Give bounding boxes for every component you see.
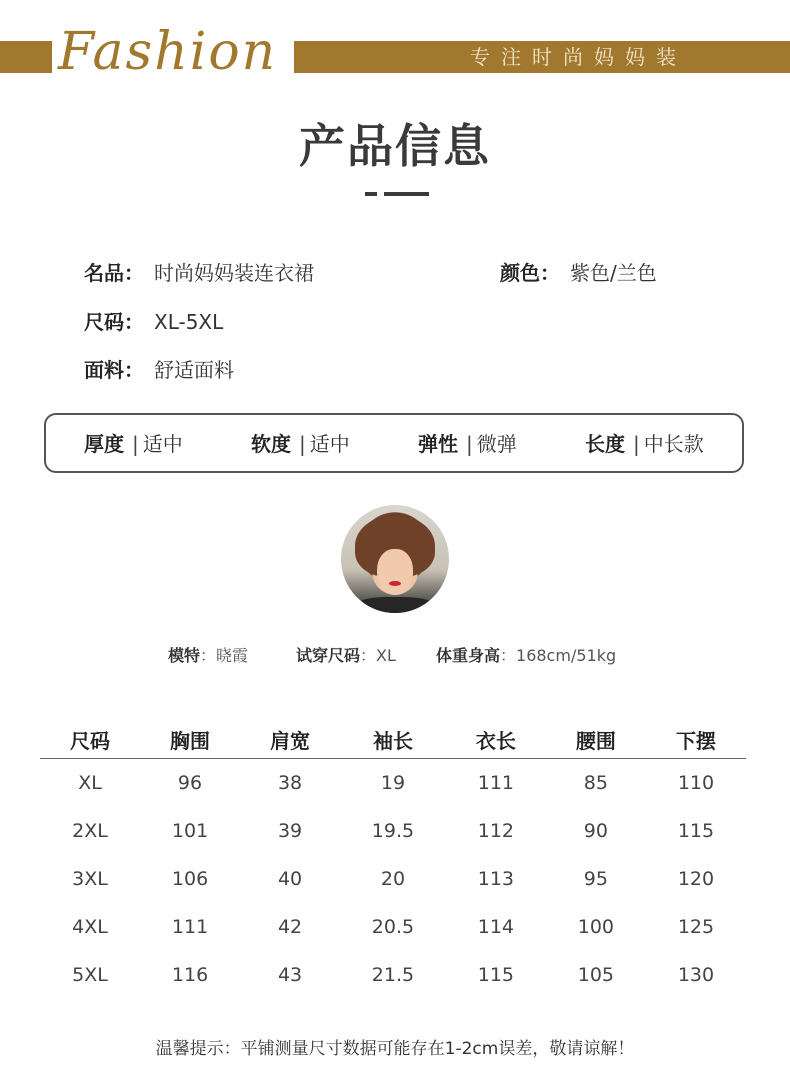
model-avatar: [341, 505, 449, 613]
attribute-separator: |: [132, 432, 139, 456]
table-cell: 100: [577, 916, 615, 938]
attribute-separator: |: [466, 432, 473, 456]
info-size: [84, 307, 223, 337]
table-cell: 19.5: [371, 820, 415, 842]
attribute-label: 软度: [251, 432, 291, 456]
table-cell: 90: [583, 820, 608, 842]
table-cell: 38: [277, 772, 303, 794]
attribute-elasticity: [418, 429, 517, 459]
table-cell: 40: [277, 868, 303, 890]
table-cell: 85: [583, 772, 608, 794]
attribute-separator: |: [633, 432, 640, 456]
header-slogan: 专注时尚妈妈装: [470, 45, 687, 69]
info-color: [500, 258, 657, 288]
column-header: 衣长: [446, 720, 546, 759]
table-row: [40, 951, 746, 999]
info-value: XL-5XL: [154, 310, 224, 334]
info-value: 紫色/兰色: [570, 261, 657, 285]
model-try-size: [296, 644, 396, 668]
avatar-lips: [389, 581, 401, 586]
attribute-value: 适中: [309, 432, 350, 456]
attribute-softness: [251, 429, 350, 459]
model-value: ：168cm/51kg: [500, 646, 617, 665]
attribute-length: [585, 429, 704, 459]
info-fabric: [84, 355, 234, 385]
info-value: 时尚妈妈装连衣裙: [154, 261, 314, 285]
attribute-value: 中长款: [643, 432, 704, 456]
table-cell: 3XL: [72, 868, 108, 890]
attribute-separator: |: [299, 432, 306, 456]
model-value: ：晓霞: [200, 646, 249, 665]
table-cell: 120: [677, 868, 715, 890]
attribute-thickness: [84, 429, 183, 459]
title-underline-dash: [365, 192, 377, 196]
model-name: [168, 644, 248, 668]
size-table: [40, 720, 746, 999]
table-cell: 5XL: [72, 964, 108, 986]
column-header: 下摆: [646, 720, 746, 759]
attribute-label: 长度: [585, 432, 625, 456]
model-label: 试穿尺码: [296, 646, 361, 665]
table-row: [40, 855, 746, 903]
table-cell: 111: [171, 916, 209, 938]
table-cell: 111: [477, 772, 514, 794]
table-cell: 4XL: [72, 916, 108, 938]
table-cell: 20.5: [371, 916, 415, 938]
attribute-label: 厚度: [84, 432, 124, 456]
model-label: 体重身高: [436, 646, 501, 665]
header-band-left: [0, 41, 52, 73]
table-cell: 130: [677, 964, 715, 986]
section-title: 产品信息: [299, 119, 491, 173]
info-label: 颜色：: [500, 261, 560, 285]
table-cell: 101: [171, 820, 209, 842]
table-cell: 21.5: [371, 964, 415, 986]
model-value: ：XL: [360, 646, 396, 665]
info-value: 舒适面料: [154, 358, 234, 382]
table-cell: 43: [277, 964, 303, 986]
attribute-label: 弹性: [418, 432, 458, 456]
table-cell: 115: [677, 820, 715, 842]
table-cell: 112: [477, 820, 514, 842]
table-cell: 106: [171, 868, 209, 890]
info-label: 面料：: [84, 358, 144, 382]
table-cell: 113: [477, 868, 514, 890]
table-cell: 2XL: [72, 820, 108, 842]
avatar-shoulder: [351, 597, 439, 613]
info-label: 尺码：: [84, 310, 144, 334]
table-cell: 115: [477, 964, 514, 986]
table-cell: 110: [677, 772, 715, 794]
table-cell: XL: [78, 772, 102, 794]
attribute-value: 适中: [142, 432, 183, 456]
avatar-face: [377, 549, 413, 595]
model-body: [436, 644, 616, 668]
table-cell: 42: [277, 916, 303, 938]
table-row: [40, 903, 746, 951]
table-cell: 20: [380, 868, 406, 890]
column-header: 袖长: [340, 720, 446, 759]
table-cell: 39: [277, 820, 303, 842]
title-underline-bar: [384, 192, 429, 196]
table-cell: 95: [583, 868, 608, 890]
attribute-value: 微弹: [476, 432, 517, 456]
measurement-notice: 温馨提示：平铺测量尺寸数据可能存在1-2cm误差，敬请谅解！: [155, 1039, 635, 1059]
table-cell: 96: [177, 772, 203, 794]
column-header: 尺码: [40, 720, 140, 759]
column-header: 肩宽: [240, 720, 340, 759]
brand-logo-text: Fashion: [58, 22, 278, 82]
info-product-name: [84, 258, 314, 288]
column-header: 胸围: [140, 720, 240, 759]
size-table-header-row: [40, 720, 746, 759]
table-cell: 116: [171, 964, 209, 986]
table-cell: 114: [477, 916, 514, 938]
model-label: 模特: [168, 646, 201, 665]
column-header: 腰围: [546, 720, 646, 759]
table-row: [40, 759, 746, 808]
table-cell: 105: [577, 964, 615, 986]
table-cell: 19: [380, 772, 406, 794]
info-label: 名品：: [84, 261, 144, 285]
table-row: [40, 807, 746, 855]
table-cell: 125: [677, 916, 715, 938]
